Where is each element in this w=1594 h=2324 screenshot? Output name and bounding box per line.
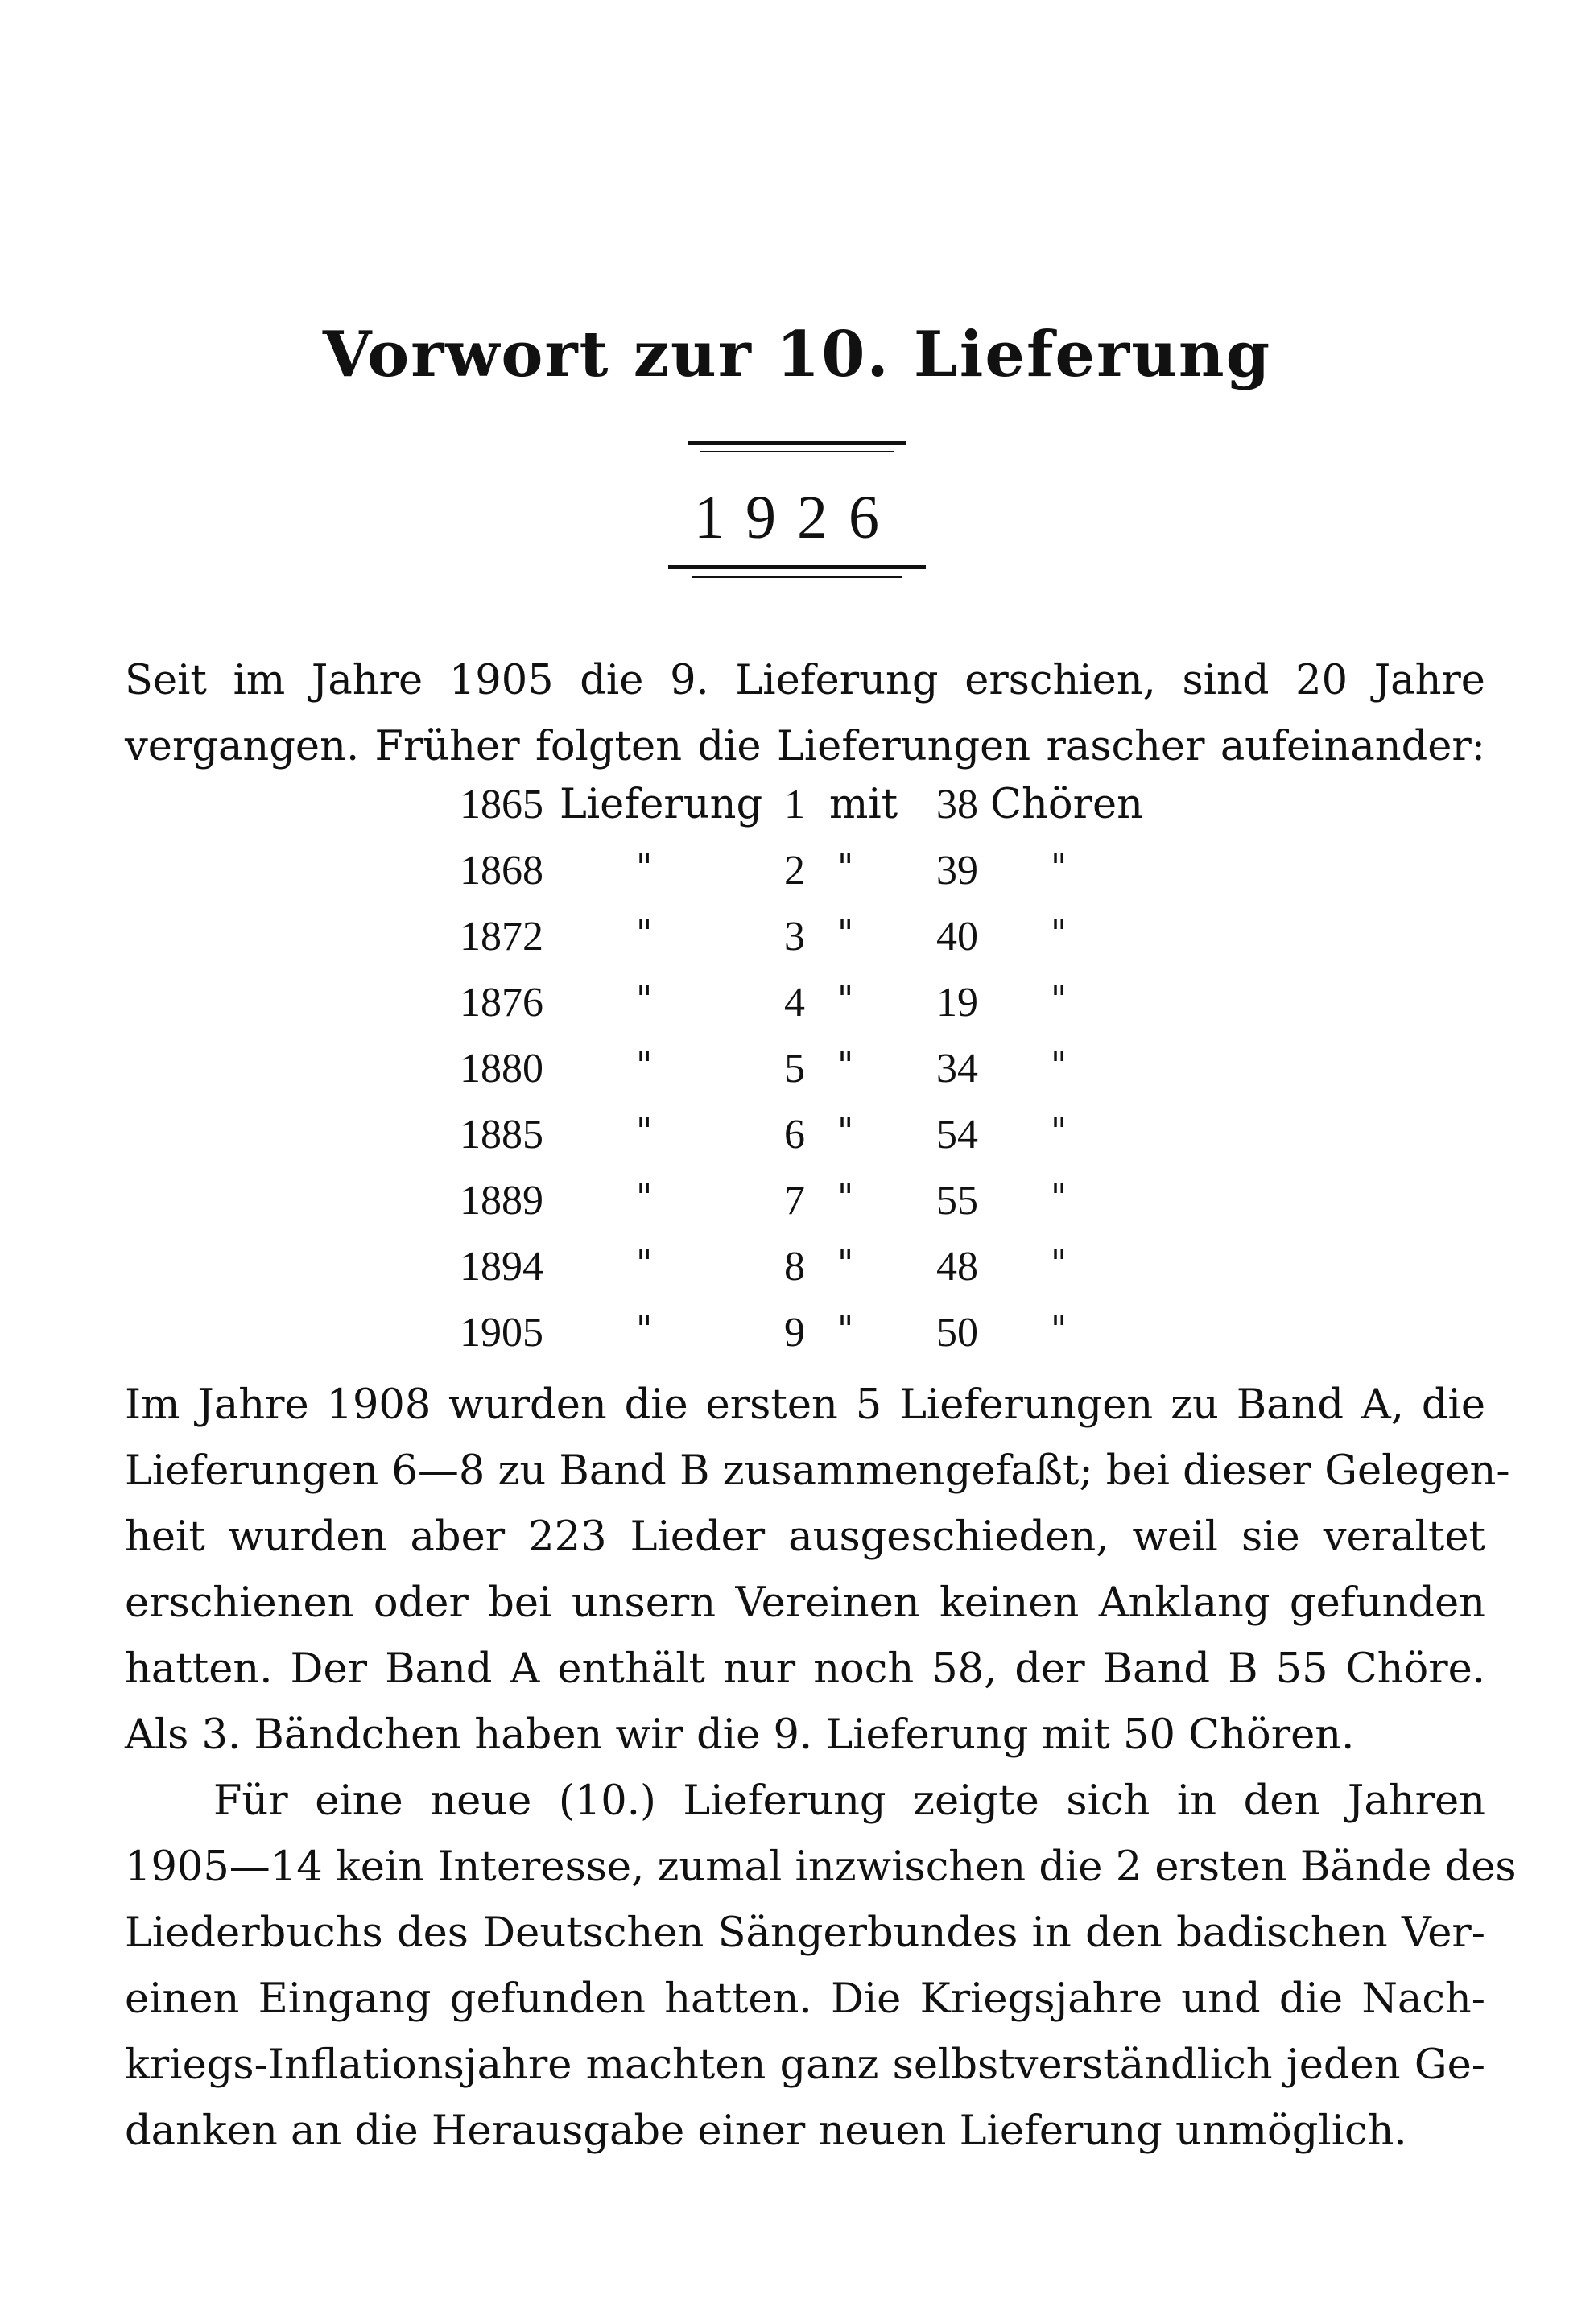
bottom-rule: [668, 565, 926, 569]
row-number: 1: [784, 782, 805, 828]
row-unit: ": [1051, 1309, 1067, 1350]
row-year: 1889: [460, 1178, 543, 1224]
text-line: kriegs-Inflationsjahre machten ganz selbstverständlich jeden Ge-: [125, 2041, 1485, 2089]
row-year: 1905: [460, 1310, 543, 1356]
row-label: ": [636, 979, 653, 1020]
row-number: 2: [784, 848, 805, 894]
paragraph-bands: [125, 1373, 1510, 1769]
row-with: ": [837, 1243, 854, 1284]
row-label: ": [636, 1177, 653, 1218]
row-number: 9: [784, 1310, 805, 1356]
table-row: [0, 1045, 1594, 1111]
top-rule-thin: [700, 451, 894, 452]
row-year: 1885: [460, 1112, 543, 1158]
text-line: danken an die Herausgabe einer neuen Lieferung unmöglich.: [125, 2107, 1407, 2155]
table-row: [0, 1177, 1594, 1243]
text-line: Im Jahre 1908 wurden die ersten 5 Lieferungen zu Band A, die: [125, 1381, 1485, 1429]
top-rule: [688, 441, 906, 445]
row-number: 7: [784, 1178, 805, 1224]
table-row: [0, 1309, 1594, 1375]
text-line: hatten. Der Band A enthält nur noch 58, der Band B 55 Chöre.: [125, 1645, 1485, 1693]
row-count: 50: [936, 1310, 978, 1356]
row-label: ": [636, 847, 653, 888]
row-unit: ": [1051, 1111, 1067, 1152]
table-row: [0, 913, 1594, 979]
paragraph-war-years: [125, 1769, 1517, 2165]
row-number: 3: [784, 914, 805, 960]
row-label: ": [636, 1309, 653, 1350]
row-number: 8: [784, 1244, 805, 1290]
text-line: erschienen oder bei unsern Vereinen keinen Anklang gefunden: [125, 1579, 1485, 1627]
row-label: ": [636, 913, 653, 954]
table-row: [0, 1111, 1594, 1177]
row-count: 48: [936, 1244, 978, 1290]
row-count: 38: [936, 782, 978, 828]
text-line: vergangen. Früher folgten die Lieferungen rascher aufeinander:: [125, 723, 1485, 770]
row-label: ": [636, 1111, 653, 1152]
row-year: 1865: [460, 782, 543, 828]
row-unit: ": [1051, 913, 1067, 954]
row-count: 54: [936, 1112, 978, 1158]
row-count: 39: [936, 848, 978, 894]
row-unit: ": [1051, 979, 1067, 1020]
text-line: einen Eingang gefunden hatten. Die Kriegsjahre und die Nach-: [125, 1975, 1485, 2023]
row-number: 4: [784, 980, 805, 1026]
row-count: 34: [936, 1046, 978, 1092]
text-line: 1905—14 kein Interesse, zumal inzwischen die 2 ersten Bände des: [125, 1843, 1517, 1891]
page-title: Vorwort zur 10. Lieferung: [322, 318, 1272, 391]
table-row: [0, 979, 1594, 1045]
year-heading: 1926: [694, 484, 900, 551]
row-count: 40: [936, 914, 978, 960]
row-with: ": [837, 847, 854, 888]
row-with: ": [837, 913, 854, 954]
row-with: ": [837, 1177, 854, 1218]
row-with: ": [837, 1309, 854, 1350]
row-year: 1876: [460, 980, 543, 1026]
row-with: ": [837, 1111, 854, 1152]
table-row: [0, 781, 1594, 847]
bottom-rule-thin: [692, 576, 902, 578]
table-row: [0, 847, 1594, 913]
intro-paragraph: [125, 648, 1485, 780]
row-year: 1872: [460, 914, 543, 960]
row-count: 55: [936, 1178, 978, 1224]
row-unit: ": [1051, 847, 1067, 888]
row-unit: ": [1051, 1177, 1067, 1218]
row-year: 1868: [460, 848, 543, 894]
table-row: [0, 1243, 1594, 1309]
text-line: Liederbuchs des Deutschen Sängerbundes in den badischen Ver-: [125, 1909, 1485, 1957]
text-line: Für eine neue (10.) Lieferung zeigte sich in den Jahren: [213, 1777, 1485, 1825]
row-label: ": [636, 1243, 653, 1284]
text-line: Als 3. Bändchen haben wir die 9. Lieferung mit 50 Chören.: [125, 1711, 1355, 1759]
row-count: 19: [936, 980, 978, 1026]
row-unit: Chören: [990, 781, 1143, 828]
row-with: ": [837, 979, 854, 1020]
row-label: ": [636, 1045, 653, 1086]
row-unit: ": [1051, 1243, 1067, 1284]
text-line: heit wurden aber 223 Lieder ausgeschieden, weil sie veraltet: [125, 1513, 1485, 1561]
row-year: 1880: [460, 1046, 543, 1092]
text-line: Seit im Jahre 1905 die 9. Lieferung erschien, sind 20 Jahre: [125, 657, 1485, 704]
row-with: ": [837, 1045, 854, 1086]
row-with: mit: [829, 781, 898, 828]
row-label: Lieferung: [560, 781, 763, 828]
text-line: Lieferungen 6—8 zu Band B zusammengefaßt; bei dieser Gelegen-: [125, 1447, 1510, 1495]
row-number: 5: [784, 1046, 805, 1092]
row-number: 6: [784, 1112, 805, 1158]
row-unit: ": [1051, 1045, 1067, 1086]
row-year: 1894: [460, 1244, 543, 1290]
